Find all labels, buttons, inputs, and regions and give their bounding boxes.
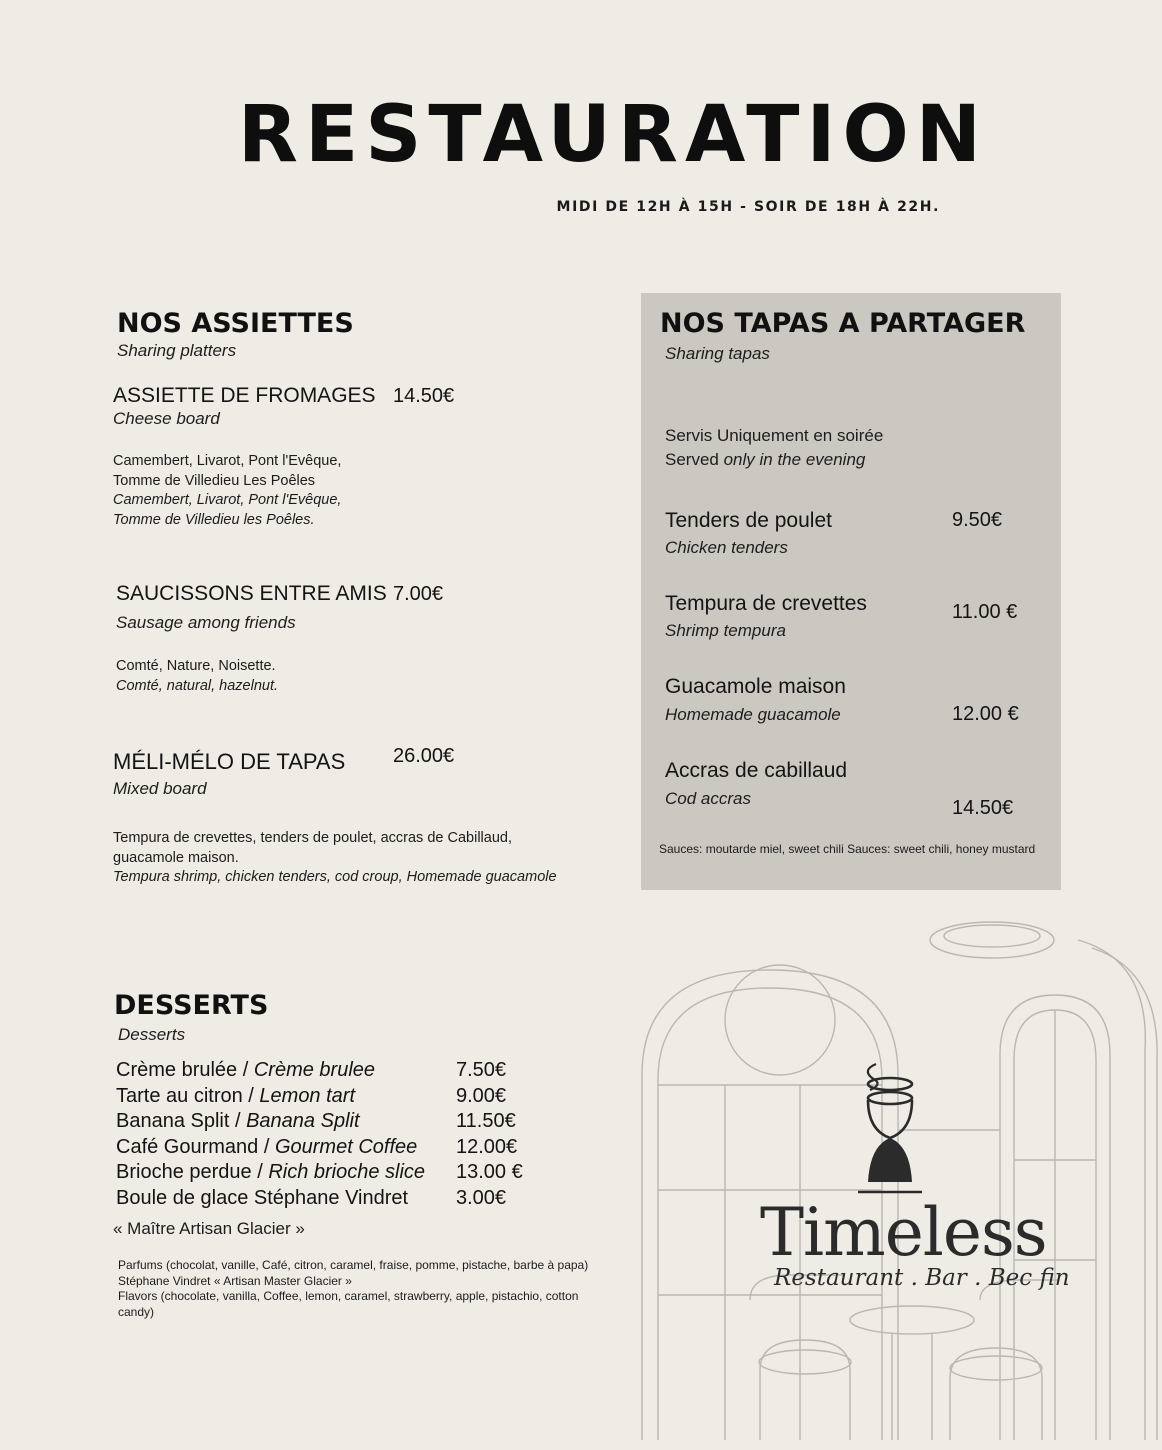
tapas-name-tempura: Tempura de crevettes (665, 592, 867, 615)
fine-print-line: Flavors (chocolate, vanilla, Coffee, lemon, caramel, strawberry, apple, pistachio, cotton candy) (118, 1289, 579, 1319)
item-desc-fr: Camembert, Livarot, Pont l'Evêque, Tomme de Villedieu Les Poêles (113, 453, 342, 489)
dessert-en: Rich brioche slice (268, 1161, 426, 1184)
dessert-en: Lemon tart (259, 1084, 356, 1107)
dessert-price: 12.00€ (456, 1135, 518, 1158)
dessert-price: 11.50€ (456, 1110, 516, 1133)
dessert-fine-print (118, 1258, 598, 1320)
item-name-en-fromages: Cheese board (113, 409, 220, 428)
fine-print-line: Stéphane Vindret « Artisan Master Glacier » (118, 1273, 352, 1288)
item-desc-fr: Tempura de crevettes, tenders de poulet, accras de Cabillaud, guacamole maison. (113, 830, 512, 866)
dessert-price: 13.00 € (456, 1161, 523, 1184)
evening-notice (665, 424, 883, 472)
item-desc-fromages (113, 452, 363, 530)
dessert-en: Crème brulee (253, 1059, 376, 1081)
dessert-fr: Café Gourmand / (116, 1135, 275, 1158)
fine-print-line: Parfums (chocolat, vanille, Café, citron, caramel, fraise, pomme, pistache, barbe à papa) (118, 1258, 589, 1272)
dessert-fr: Tarte au citron / (116, 1084, 260, 1107)
tapas-name-en-tempura: Shrimp tempura (665, 621, 786, 640)
tapas-name-accras: Accras de cabillaud (665, 759, 848, 782)
item-desc-saucissons (116, 657, 416, 696)
dessert-en: Gourmet Coffee (274, 1135, 418, 1158)
dessert-row (116, 1160, 425, 1186)
dessert-fr: Banana Split / (116, 1110, 247, 1133)
item-desc-en: Comté, natural, hazelnut. (116, 677, 279, 694)
item-price-fromages: 14.50€ (393, 385, 455, 407)
item-price-melimelo: 26.00€ (393, 745, 455, 767)
evening-notice-fr: Servis Uniquement en soirée (665, 426, 884, 445)
dessert-fr: Crème brulée / (116, 1059, 254, 1081)
tapas-name-tenders: Tenders de poulet (665, 509, 832, 532)
hourglass-icon (850, 1060, 930, 1200)
dessert-list (116, 1058, 425, 1212)
item-desc-en: Tempura shrimp, chicken tenders, cod croup, Homemade guacamole (113, 869, 557, 885)
opening-hours: MIDI DE 12H À 15H - SOIR DE 18H À 22H. (556, 199, 940, 215)
tapas-subheading: Sharing tapas (665, 344, 770, 363)
evening-notice-en: Served (665, 450, 724, 469)
dessert-row (116, 1186, 425, 1212)
brand-name: Timeless (760, 1194, 1047, 1271)
dessert-row (116, 1135, 425, 1161)
page-title: RESTAURATION (237, 90, 989, 180)
tapas-price-tenders: 9.50€ (952, 509, 1003, 531)
tapas-heading: NOS TAPAS A PARTAGER (660, 308, 1026, 339)
assiettes-subheading: Sharing platters (117, 341, 237, 360)
evening-notice-en-emphasis: only in the evening (723, 450, 866, 469)
tapas-price-tempura: 11.00 € (952, 601, 1018, 623)
item-desc-en: Camembert, Livarot, Pont l'Evêque, Tomme de Villedieu les Poêles. (113, 492, 342, 528)
assiettes-heading: NOS ASSIETTES (117, 308, 354, 339)
dessert-price: 7.50€ (456, 1059, 507, 1081)
tapas-name-en-accras: Cod accras (665, 789, 751, 808)
glacier-note: « Maître Artisan Glacier » (113, 1219, 305, 1238)
dessert-row (116, 1084, 425, 1110)
desserts-subheading: Desserts (118, 1025, 186, 1044)
dessert-en: Banana Split (246, 1110, 360, 1133)
item-desc-melimelo (113, 829, 573, 888)
dessert-fr: Boule de glace Stéphane Vindret (116, 1186, 409, 1209)
dessert-price: 3.00€ (456, 1186, 507, 1209)
sauces-note: Sauces: moutarde miel, sweet chili Sauces: sweet chili, honey mustard (659, 842, 1036, 856)
item-price-saucissons: 7.00€ (393, 583, 444, 605)
dessert-price: 9.00€ (456, 1084, 507, 1107)
item-name-fromages: ASSIETTE DE FROMAGES (113, 384, 376, 407)
item-desc-fr: Comté, Nature, Noisette. (116, 658, 276, 674)
dessert-fr: Brioche perdue / (116, 1161, 269, 1184)
item-name-melimelo: MÉLI-MÉLO DE TAPAS (113, 749, 346, 774)
tapas-price-accras: 14.50€ (952, 797, 1014, 819)
tapas-price-guacamole: 12.00 € (952, 703, 1019, 725)
desserts-heading: DESSERTS (114, 990, 269, 1021)
item-name-en-saucissons: Sausage among friends (116, 613, 296, 632)
dessert-prices (456, 1058, 523, 1212)
item-name-en-melimelo: Mixed board (113, 779, 207, 798)
tapas-name-en-tenders: Chicken tenders (665, 538, 788, 557)
brand-tagline: Restaurant . Bar . Bec fin (774, 1265, 1070, 1291)
item-name-saucissons: SAUCISSONS ENTRE AMIS (116, 582, 387, 605)
dessert-row (116, 1058, 425, 1084)
tapas-name-en-guacamole: Homemade guacamole (665, 705, 841, 724)
tapas-name-guacamole: Guacamole maison (665, 675, 846, 698)
dessert-row (116, 1109, 425, 1135)
